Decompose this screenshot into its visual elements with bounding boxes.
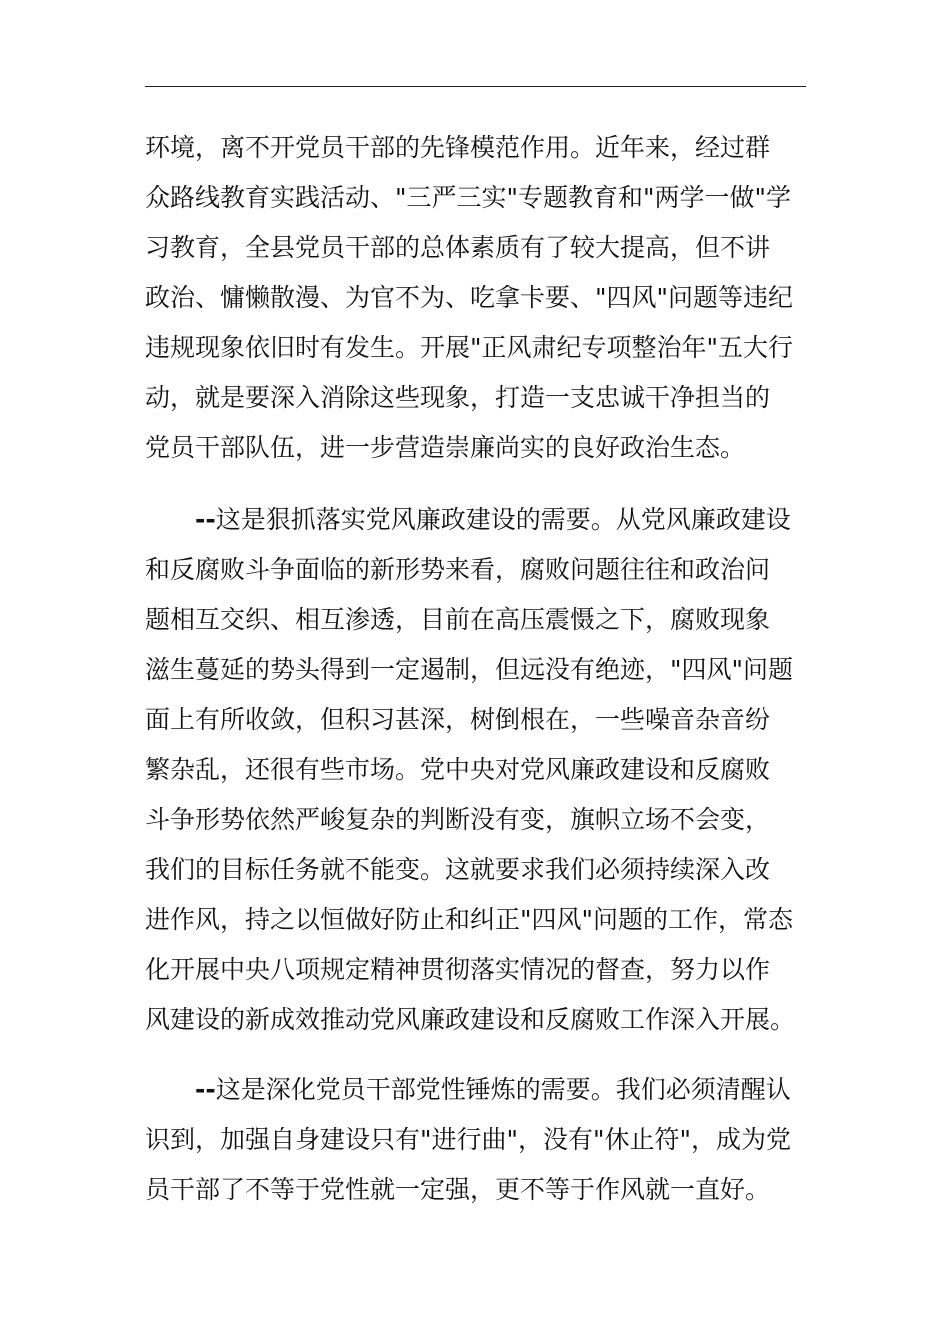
text-line: 识到，加强自身建设只有"进行曲"，没有"休止符"，成为党: [145, 1125, 791, 1154]
text-line: 动，就是要深入消除这些现象，打造一支忠诚干净担当的: [145, 383, 771, 412]
text-line: 题相互交织、相互渗透，目前在高压震慑之下，腐败现象: [145, 605, 771, 634]
text-line: 党员干部队伍，进一步营造崇廉尚实的良好政治生态。: [145, 433, 746, 462]
paragraph-party-conduct: [145, 495, 815, 1045]
paragraph-party-spirit: [145, 1065, 815, 1215]
text-line: 风建设的新成效推动党风廉政建设和反腐败工作深入开展。: [145, 1005, 796, 1034]
lead-dash: --: [195, 505, 216, 534]
text-line: 滋生蔓延的势头得到一定遏制，但远没有绝迹，"四风"问题: [145, 655, 794, 684]
text-line: 员干部了不等于党性就一定强，更不等于作风就一直好。: [145, 1175, 771, 1204]
text-line: 习教育，全县党员干部的总体素质有了较大提高，但不讲: [145, 233, 771, 262]
text-line: 违规现象依旧时有发生。开展"正风肃纪专项整治年"五大行: [145, 333, 794, 362]
text-line: 面上有所收敛，但积习甚深，树倒根在，一些噪音杂音纷: [145, 705, 771, 734]
text-line: 繁杂乱，还很有些市场。党中央对党风廉政建设和反腐败: [145, 755, 771, 784]
paragraph-continuation: [145, 123, 815, 473]
text-line: 众路线教育实践活动、"三严三实"专题教育和"两学一做"学: [145, 183, 791, 212]
header-rule: [145, 86, 806, 87]
text-line-first: [145, 495, 815, 545]
text-line: 斗争形势依然严峻复杂的判断没有变，旗帜立场不会变，: [145, 805, 771, 834]
text-line: 政治、慵懒散漫、为官不为、吃拿卡要、"四风"问题等违纪: [145, 283, 794, 312]
text-line-first: [145, 1065, 815, 1115]
text-line: 化开展中央八项规定精神贯彻落实情况的督查，努力以作: [145, 955, 771, 984]
text-line: 和反腐败斗争面临的新形势来看，腐败问题往往和政治问: [145, 555, 771, 584]
lead-dash: --: [195, 1075, 216, 1104]
text-line: 我们的目标任务就不能变。这就要求我们必须持续深入改: [145, 855, 771, 884]
text-line: 环境，离不开党员干部的先锋模范作用。近年来，经过群: [145, 133, 771, 162]
text-line-content: 这是狠抓落实党风廉政建设的需要。从党风廉政建设: [215, 505, 791, 534]
text-line-content: 这是深化党员干部党性锤炼的需要。我们必须清醒认: [215, 1075, 791, 1104]
text-line: 进作风，持之以恒做好防止和纠正"四风"问题的工作，常态: [145, 905, 794, 934]
